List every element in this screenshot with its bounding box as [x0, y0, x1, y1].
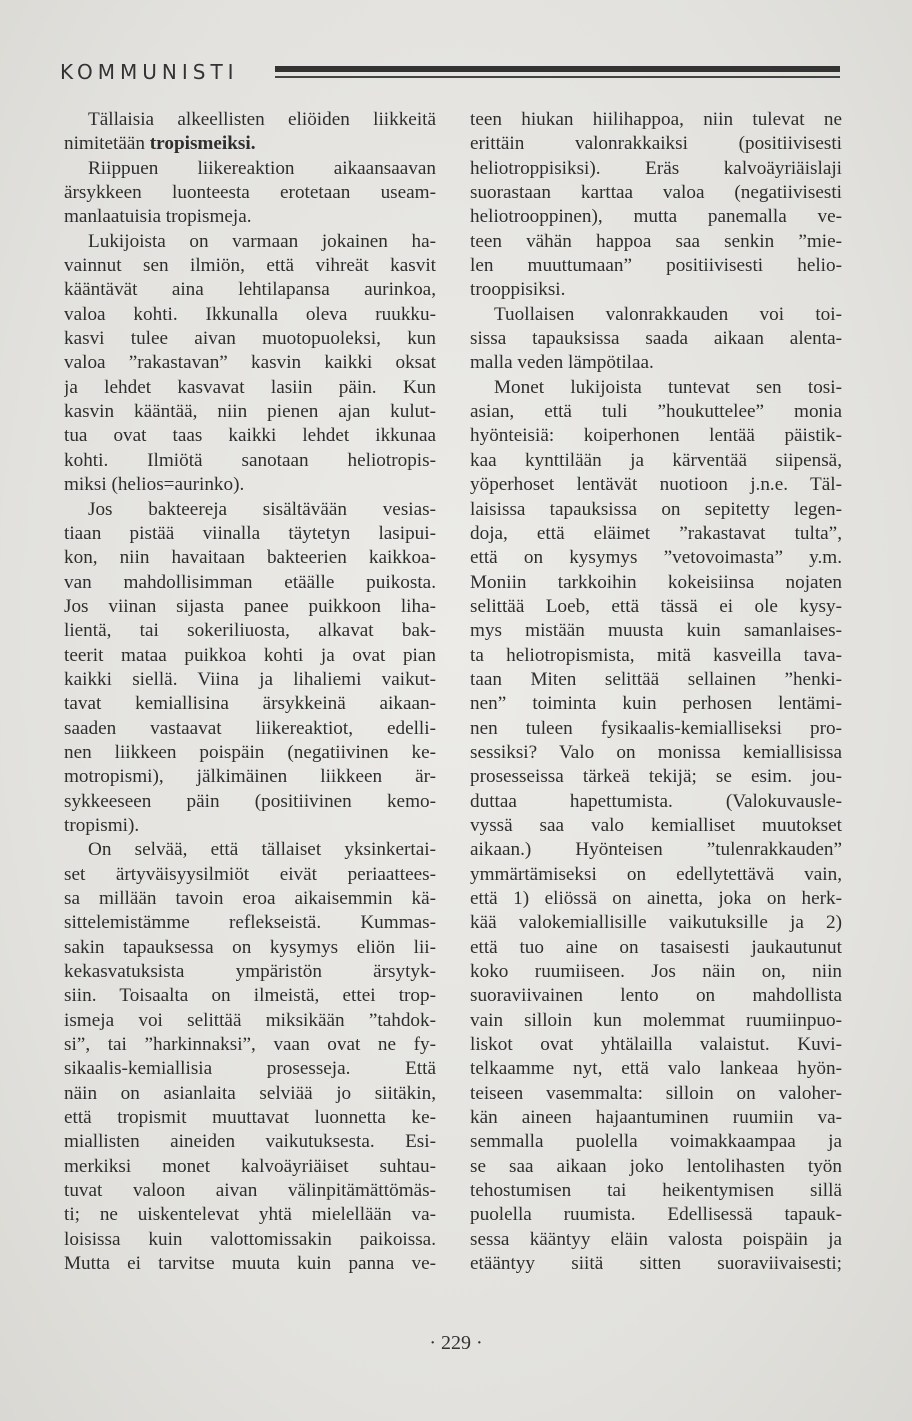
text-line — [470, 230, 842, 254]
line-text: yöperhoset lentävät nuotioon j.n.e. Täl- — [470, 474, 842, 496]
line-text: miallisten aineiden vaikutuksesta. Esi- — [64, 1131, 436, 1153]
text-line — [64, 546, 436, 570]
line-text: puolella ruumista. Edellisessä tapauk- — [470, 1204, 842, 1226]
text-line — [470, 108, 842, 132]
text-line — [64, 863, 436, 887]
text-line — [470, 790, 842, 814]
text-line — [64, 303, 436, 327]
text-line — [470, 498, 842, 522]
line-text: hyönteisiä: koiperhonen lentää päistik- — [470, 425, 842, 447]
line-text: Riippuen liikereaktion aikaansaavan — [88, 157, 436, 179]
line-text: Tuollaisen valonrakkauden voi toi- — [494, 303, 842, 325]
text-line — [470, 1082, 842, 1106]
text-line — [64, 327, 436, 351]
text-line — [470, 1033, 842, 1057]
text-line — [470, 984, 842, 1008]
text-line — [470, 205, 842, 229]
line-text: erittäin valonrakkaiksi (positiivisesti — [470, 133, 842, 155]
text-line — [470, 132, 842, 156]
text-line — [470, 717, 842, 741]
text-line — [64, 1203, 436, 1227]
bold-term: tropismeiksi. — [149, 133, 256, 155]
running-header — [60, 60, 840, 88]
line-text: Jos viinan sijasta panee puikkoon liha- — [64, 595, 436, 617]
line-text: sykkeeseen päin (positiivinen kemo- — [64, 790, 436, 812]
line-text: kasvin kääntää, niin pienen ajan kulut- — [64, 401, 436, 423]
line-text: etääntyy siitä sitten suoraviivaisesti; — [470, 1253, 842, 1275]
line-text: että tuo aine on tasaisesti jaukautunut — [470, 936, 842, 958]
text-line — [64, 619, 436, 643]
text-line — [64, 1033, 436, 1057]
text-line — [470, 644, 842, 668]
text-line — [64, 571, 436, 595]
line-text: kasvi tulee aivan muotopuoleksi, kun — [64, 328, 436, 350]
line-text: tiaan pistää viinalla täytetyn lasipui- — [64, 522, 436, 544]
right-text-column — [470, 108, 842, 1277]
line-text: nen” toiminta kuin perhosen lentämi- — [470, 693, 842, 715]
text-line — [64, 376, 436, 400]
line-text: ja lehdet kasvavat lasiin päin. Kun — [64, 376, 436, 398]
text-line — [64, 522, 436, 546]
line-text: semmalla puolella voimakkaampaa ja — [470, 1131, 842, 1153]
line-text: nen liikkeen poispäin (negatiivinen ke- — [64, 741, 436, 763]
line-text: sittelemistämme reflekseistä. Kummas- — [64, 912, 436, 934]
text-line — [470, 400, 842, 424]
text-line — [64, 1082, 436, 1106]
text-line — [470, 1009, 842, 1033]
text-line — [470, 278, 842, 302]
line-text: sakin tapauksessa on kysymys eliön lii- — [64, 936, 436, 958]
line-text: Moniin tarkkoihin kokeisiinsa nojaten — [470, 571, 842, 593]
line-text: teen hiukan hiilihappoa, niin tulevat ne — [470, 109, 842, 130]
text-line — [470, 863, 842, 887]
line-text: lientä, tai sokeriliuosta, alkavat bak- — [64, 620, 436, 642]
header-rule-thick — [275, 66, 840, 72]
text-line — [470, 571, 842, 595]
text-line — [470, 254, 842, 278]
text-line — [470, 619, 842, 643]
text-line — [64, 1228, 436, 1252]
text-line — [64, 838, 436, 862]
line-text: valoa ”rakastavan” kasvin kaikki oksat — [64, 352, 436, 374]
line-text: sessiksi? Valo on monissa kemiallisissa — [470, 741, 842, 763]
line-text: että on kysymys ”vetovoimasta” y.m. — [470, 547, 842, 569]
text-line — [470, 911, 842, 935]
text-line — [470, 473, 842, 497]
line-text: ärsykkeen luonteesta erotetaan useam- — [64, 182, 436, 204]
line-text: että tropismit muuttavat luonnetta ke- — [64, 1107, 436, 1129]
line-text: sa millään tavoin eroa aikaisemmin kä- — [64, 888, 436, 909]
line-text: siin. Toisaalta on ilmeistä, ettei trop- — [64, 985, 436, 1007]
text-line — [64, 254, 436, 278]
line-text: aikaan.) Hyönteisen ”tulenrakkauden” — [470, 839, 842, 861]
text-line — [64, 132, 436, 156]
line-text: tavat kemiallisina ärsykkeinä aikaan- — [64, 693, 436, 715]
text-line — [64, 644, 436, 668]
left-text-column — [64, 108, 436, 1277]
line-text: Tällaisia alkeellisten eliöiden liikkeitä — [88, 109, 436, 130]
line-text: liskot ovat yhtälailla valaistut. Kuvi- — [470, 1034, 842, 1056]
text-line — [64, 1057, 436, 1081]
line-text: len muuttumaan” positiivisesti helio- — [470, 255, 842, 277]
text-line — [64, 887, 436, 911]
line-text: saaden vastaavat liikereaktiot, edelli- — [64, 717, 436, 739]
line-text: telkaamme nyt, että valo lankeaa hyön- — [470, 1058, 842, 1080]
line-text: heliotrooppinen), mutta panemalla ve- — [470, 206, 842, 228]
line-text: sikaalis-kemiallisia prosesseja. Että — [64, 1058, 436, 1080]
line-text: laisissa tapauksissa on sepitetty legen- — [470, 498, 842, 520]
line-text: On selvää, että tällaiset yksinkertai- — [88, 839, 436, 861]
line-text: kaikki siellä. Viina ja lihaliemi vaikut- — [64, 668, 436, 690]
line-text: nimitetään — [64, 133, 150, 155]
line-text: vainnut sen ilmiön, että vihreät kasvit — [64, 255, 436, 277]
line-text: kohti. Ilmiötä sanotaan heliotropis- — [64, 449, 436, 471]
text-line — [64, 424, 436, 448]
text-line — [64, 692, 436, 716]
line-text: se saa aikaan joko lentolihasten työn — [470, 1155, 842, 1177]
text-line — [64, 278, 436, 302]
line-text: kon, niin havaitaan bakteerien kaikkoa- — [64, 547, 436, 569]
text-line — [64, 1252, 436, 1276]
text-line — [64, 765, 436, 789]
text-line — [470, 327, 842, 351]
line-text: tuvat valoon aivan välinpitämättömäs- — [64, 1180, 436, 1202]
line-text: trooppisiksi. — [470, 279, 566, 301]
text-line — [64, 936, 436, 960]
text-line — [470, 765, 842, 789]
line-text: teen vähän happoa saa senkin ”mie- — [470, 230, 842, 252]
text-line — [64, 449, 436, 473]
text-line — [64, 108, 436, 132]
line-text: ti; ne uiskentelevat yhtä mielellään va- — [64, 1204, 436, 1226]
line-text: nen tuleen fysikaalis-kemialliseksi pro- — [470, 717, 842, 739]
text-line — [64, 498, 436, 522]
text-line — [64, 814, 436, 838]
text-line — [470, 522, 842, 546]
line-text: duttaa hapettumista. (Valokuvausle- — [470, 790, 842, 812]
text-line — [470, 838, 842, 862]
text-line — [470, 546, 842, 570]
text-line — [64, 473, 436, 497]
text-line — [470, 1252, 842, 1276]
text-line — [64, 351, 436, 375]
line-text: Monet lukijoista tuntevat sen tosi- — [494, 376, 842, 398]
text-line — [470, 960, 842, 984]
line-text: näin on asianlaita selviää jo siitäkin, — [64, 1082, 436, 1104]
line-text: sessa kääntyy eläin valosta poispäin ja — [470, 1228, 842, 1250]
text-line — [64, 1130, 436, 1154]
text-line — [470, 1228, 842, 1252]
line-text: teerit mataa puikkoa kohti ja ovat pian — [64, 644, 436, 666]
line-text: tua ovat taas kaikki lehdet ikkunaa — [64, 425, 436, 447]
text-line — [470, 1130, 842, 1154]
line-text: loisissa kuin valottomissakin paikoissa. — [64, 1228, 436, 1250]
text-line — [64, 911, 436, 935]
line-text: manlaatuisia tropismeja. — [64, 206, 252, 228]
page-number: · 229 · — [429, 1332, 483, 1354]
text-line — [64, 790, 436, 814]
publication-title: KOMMUNISTI — [60, 60, 239, 84]
text-line — [470, 595, 842, 619]
line-text: van mahdollisimman etäälle puikosta. — [64, 571, 436, 593]
text-line — [470, 887, 842, 911]
line-text: kaa kynttilään ja kärventää siipensä, — [470, 449, 842, 471]
text-line — [64, 1009, 436, 1033]
text-line — [470, 1179, 842, 1203]
line-text: kääntävät aina lehtilapansa aurinkoa, — [64, 279, 436, 301]
text-line — [64, 960, 436, 984]
line-text: valoa kohti. Ikkunalla oleva ruukku- — [64, 303, 436, 325]
text-line — [64, 157, 436, 181]
text-line — [64, 1106, 436, 1130]
text-line — [470, 376, 842, 400]
line-text: set ärtyväisyysilmiöt eivät periaattees- — [64, 863, 436, 885]
line-text: merkiksi monet kalvoäyriäiset suhtau- — [64, 1155, 436, 1177]
text-line — [64, 230, 436, 254]
text-line — [470, 936, 842, 960]
text-line — [470, 303, 842, 327]
line-text: si”, tai ”harkinnaksi”, vaan ovat ne fy- — [64, 1034, 436, 1056]
line-text: asian, että tuli ”houkuttelee” monia — [470, 401, 842, 423]
line-text: ymmärtämiseksi on edellytettävä vain, — [470, 863, 842, 885]
line-text: ismeja voi selittää miksikään ”tahdok- — [64, 1009, 436, 1031]
text-line — [64, 205, 436, 229]
line-text: teiseen vasemmalta: silloin on valoher- — [470, 1082, 842, 1104]
text-line — [64, 984, 436, 1008]
line-text: tropismi). — [64, 814, 140, 836]
text-line — [470, 814, 842, 838]
line-text: koko ruumiiseen. Jos näin on, niin — [470, 961, 842, 983]
text-line — [470, 1106, 842, 1130]
line-text: Jos bakteereja sisältävään vesias- — [88, 498, 436, 520]
text-line — [470, 351, 842, 375]
line-text: suoraviivainen lento on mahdollista — [470, 985, 842, 1007]
text-line — [64, 181, 436, 205]
line-text: kää valokemiallisille vaikutuksille ja 2) — [470, 912, 842, 934]
line-text: malla veden lämpötilaa. — [470, 352, 654, 374]
text-line — [64, 1155, 436, 1179]
line-text: mys mistään muusta kuin samanlaises- — [470, 620, 842, 642]
line-text: heliotroppisiksi). Eräs kalvoäyriäislaji — [470, 157, 842, 179]
line-text: että 1) eliössä on ainetta, joka on herk- — [470, 888, 842, 909]
line-text: doja, että eläimet ”rakastavat tulta”, — [470, 522, 842, 544]
line-text: vain silloin kun molemmat ruumiinpuo- — [470, 1009, 842, 1031]
line-text: suorastaan karttaa valoa (negatiivisesti — [470, 182, 842, 204]
text-line — [470, 157, 842, 181]
text-line — [470, 1155, 842, 1179]
line-text: selittää Loeb, että tässä ei ole kysy- — [470, 595, 842, 617]
text-line — [64, 741, 436, 765]
header-rule-thin — [275, 76, 840, 78]
line-text: sissa tapauksissa saada aikaan alenta- — [470, 328, 842, 350]
text-line — [64, 668, 436, 692]
text-line — [470, 668, 842, 692]
line-text: Mutta ei tarvitse muuta kuin panna ve- — [64, 1253, 436, 1275]
line-text: prosesseissa tärkeä tekijä; se esim. jou- — [470, 766, 842, 788]
text-line — [470, 1057, 842, 1081]
line-text: motropismi), jälkimäinen liikkeen är- — [64, 766, 436, 788]
line-text: taan Miten selittää sellainen ”henki- — [470, 668, 842, 690]
text-line — [470, 449, 842, 473]
text-line — [470, 741, 842, 765]
line-text: kekasvatuksista ympäristön ärsytyk- — [64, 961, 436, 983]
text-line — [64, 1179, 436, 1203]
line-text: Lukijoista on varmaan jokainen ha- — [88, 230, 436, 252]
text-line — [470, 1203, 842, 1227]
text-line — [64, 717, 436, 741]
line-text: miksi (helios=aurinko). — [64, 474, 245, 496]
text-line — [64, 595, 436, 619]
line-text: ta heliotropismista, mitä kasveilla tava- — [470, 644, 842, 666]
line-text: tehostumisen tai heikentymisen sillä — [470, 1180, 842, 1202]
text-line — [470, 692, 842, 716]
text-line — [64, 400, 436, 424]
text-line — [470, 424, 842, 448]
line-text: kän aineen hajaantuminen ruumiin va- — [470, 1107, 842, 1129]
text-line — [470, 181, 842, 205]
line-text: vyssä saa valo kemialliset muutokset — [470, 814, 842, 836]
